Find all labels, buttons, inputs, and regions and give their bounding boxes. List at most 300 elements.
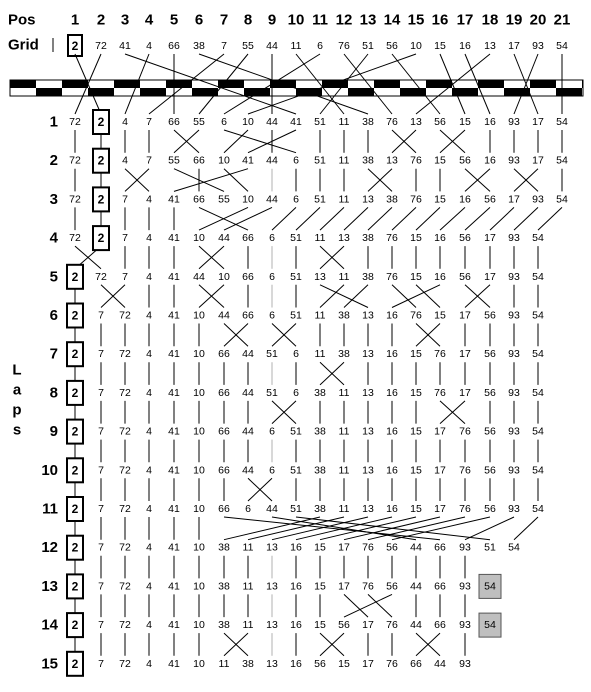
lap-cell: 13 bbox=[362, 348, 374, 361]
lap-cell: 2 bbox=[97, 192, 105, 207]
lap-cell: 41 bbox=[290, 116, 302, 128]
lap-cell: 72 bbox=[69, 232, 81, 245]
lap-cell: 76 bbox=[386, 657, 398, 670]
lap-cell: 56 bbox=[459, 232, 471, 245]
lap-cell: 72 bbox=[119, 503, 131, 515]
lap-cell: 44 bbox=[218, 232, 230, 245]
driver-link bbox=[320, 285, 344, 308]
lap-cell: 10 bbox=[218, 154, 230, 167]
lap-cell: 4 bbox=[122, 154, 128, 167]
lap-cell: 6 bbox=[269, 425, 275, 438]
grid-cell: 17 bbox=[508, 40, 520, 52]
lap-cell: 51 bbox=[314, 116, 326, 128]
lap-cell: 17 bbox=[484, 232, 496, 245]
pos-number: 17 bbox=[456, 11, 474, 29]
lap-cell: 66 bbox=[434, 541, 446, 554]
lap-cell: 10 bbox=[193, 657, 205, 670]
grid-cell: 4 bbox=[146, 40, 152, 52]
lap-cell: 56 bbox=[484, 386, 496, 399]
lap-cell: 66 bbox=[434, 580, 446, 593]
lap-cell: 13 bbox=[266, 657, 278, 670]
lap-cell: 72 bbox=[95, 270, 107, 283]
pos-number: 2 bbox=[96, 11, 106, 29]
lap-cell: 7 bbox=[98, 657, 104, 670]
lap-cell: 76 bbox=[410, 154, 422, 167]
lap-cell: 38 bbox=[362, 116, 374, 128]
grid-cell: 51 bbox=[362, 40, 374, 52]
lap-cell: 93 bbox=[508, 386, 520, 399]
lap-cell: 66 bbox=[218, 425, 230, 438]
lap-cell: 15 bbox=[434, 154, 446, 167]
lap-cell: 76 bbox=[434, 348, 446, 361]
driver-link bbox=[174, 169, 248, 192]
lap-cell: 2 bbox=[71, 618, 79, 633]
lap-cell: 51 bbox=[266, 348, 278, 361]
lap-cell: 41 bbox=[168, 309, 180, 322]
grid-cell: 16 bbox=[459, 40, 471, 52]
lap-cell: 15 bbox=[410, 270, 422, 283]
lap-cell: 7 bbox=[146, 116, 152, 128]
lap-cell: 72 bbox=[119, 580, 131, 593]
grid-cell: 66 bbox=[168, 40, 180, 52]
lap-cell: 7 bbox=[98, 541, 104, 554]
lap-cell: 4 bbox=[146, 580, 152, 593]
stripe-square bbox=[36, 88, 62, 96]
driver-link bbox=[392, 285, 416, 308]
lap-cell: 13 bbox=[362, 503, 374, 515]
lap-cell: 16 bbox=[290, 657, 302, 670]
lap-cell: 15 bbox=[434, 193, 446, 206]
lap-cell: 7 bbox=[98, 386, 104, 399]
lap-cell: 51 bbox=[290, 464, 302, 477]
lap-cell: 72 bbox=[119, 425, 131, 438]
driver-link bbox=[224, 207, 272, 230]
lap-cell: 2 bbox=[71, 656, 79, 671]
lap-cell: 93 bbox=[459, 619, 471, 632]
lap-cell: 6 bbox=[269, 464, 275, 477]
lap-cell: 7 bbox=[98, 309, 104, 322]
lap-cell: 11 bbox=[338, 154, 350, 167]
lap-cell: 17 bbox=[532, 116, 544, 128]
stripe-square bbox=[530, 80, 556, 88]
lap-cell: 11 bbox=[338, 116, 350, 128]
lap-number: 6 bbox=[49, 307, 58, 324]
driver-link bbox=[368, 207, 392, 230]
grid-cell: 76 bbox=[338, 40, 350, 52]
driver-link bbox=[320, 207, 344, 230]
lap-cell: 7 bbox=[98, 580, 104, 593]
lap-cell: 16 bbox=[434, 232, 446, 245]
lap-cell: 41 bbox=[168, 270, 180, 283]
lap-cell: 93 bbox=[508, 503, 520, 515]
lap-cell: 16 bbox=[290, 580, 302, 593]
lap-cell: 2 bbox=[71, 463, 79, 478]
lap-cell: 72 bbox=[119, 386, 131, 399]
lap-cell: 38 bbox=[314, 425, 326, 438]
lap-cell: 44 bbox=[266, 193, 278, 206]
lap-cell: 4 bbox=[146, 541, 152, 554]
lap-cell: 4 bbox=[146, 503, 152, 515]
lap-cell: 93 bbox=[508, 425, 520, 438]
lap-cell: 6 bbox=[269, 232, 275, 245]
lap-cell: 51 bbox=[314, 154, 326, 167]
lap-cell: 56 bbox=[459, 154, 471, 167]
stripe-square bbox=[374, 80, 400, 88]
lap-number: 9 bbox=[49, 423, 58, 441]
lap-cell: 55 bbox=[193, 116, 205, 128]
grid-cell: 44 bbox=[266, 40, 278, 52]
lap-cell: 66 bbox=[434, 619, 446, 632]
laps-axis-letter: s bbox=[12, 421, 22, 439]
lap-cell: 41 bbox=[168, 232, 180, 245]
lap-cell: 13 bbox=[266, 580, 278, 593]
stripe-square bbox=[348, 88, 374, 96]
lap-cell: 44 bbox=[193, 270, 205, 283]
lap-cell: 76 bbox=[410, 309, 422, 322]
lap-cell: 56 bbox=[484, 193, 496, 206]
lap-cell: 54 bbox=[532, 425, 544, 438]
pos-number: 7 bbox=[219, 11, 229, 29]
driver-link bbox=[320, 285, 368, 308]
grid-cell: 2 bbox=[71, 39, 79, 53]
retired-cell: 54 bbox=[484, 619, 496, 632]
checkered-stripe bbox=[10, 80, 583, 96]
lap-cell: 54 bbox=[556, 154, 568, 167]
stripe-square bbox=[218, 80, 244, 88]
lap-cell: 56 bbox=[434, 116, 446, 128]
pos-number: 5 bbox=[169, 11, 179, 29]
lap-number: 5 bbox=[49, 268, 58, 286]
lap-cell: 54 bbox=[532, 309, 544, 322]
pos-number: 8 bbox=[243, 11, 253, 29]
lap-cell: 51 bbox=[290, 503, 302, 515]
lap-cell: 17 bbox=[484, 270, 496, 283]
lap-cell: 56 bbox=[459, 270, 471, 283]
driver-link bbox=[344, 285, 368, 308]
grid-cell: 10 bbox=[410, 40, 422, 52]
lap-cell: 66 bbox=[218, 386, 230, 399]
driver-link bbox=[440, 207, 465, 230]
grid-cell: 6 bbox=[317, 40, 323, 52]
lap-cell: 2 bbox=[71, 385, 79, 400]
lap-cell: 6 bbox=[221, 116, 227, 128]
lap-cell: 54 bbox=[532, 464, 544, 477]
lap-cell: 54 bbox=[532, 386, 544, 399]
lap-cell: 4 bbox=[146, 309, 152, 322]
lap-number: 3 bbox=[49, 190, 58, 208]
driver-link bbox=[392, 517, 490, 540]
lap-cell: 2 bbox=[71, 347, 79, 362]
lap-cell: 76 bbox=[386, 116, 398, 128]
lap-cell: 2 bbox=[97, 115, 105, 129]
stripe-square bbox=[10, 80, 36, 88]
driver-link bbox=[344, 594, 368, 617]
driver-link bbox=[465, 207, 490, 230]
lap-cell: 6 bbox=[293, 348, 299, 361]
lap-cell: 13 bbox=[338, 232, 350, 245]
laps-axis-letter: p bbox=[12, 401, 22, 419]
stripe-square bbox=[244, 88, 270, 96]
lap-cell: 44 bbox=[410, 580, 422, 593]
lap-cell: 41 bbox=[168, 425, 180, 438]
lap-cell: 93 bbox=[508, 270, 520, 283]
lap-cell: 66 bbox=[242, 232, 254, 245]
lap-cell: 2 bbox=[97, 153, 105, 168]
lap-cell: 51 bbox=[484, 541, 496, 554]
pos-number: 9 bbox=[267, 11, 277, 29]
lap-cell: 6 bbox=[269, 309, 275, 322]
lap-cell: 93 bbox=[508, 232, 520, 245]
stripe-square bbox=[166, 80, 192, 88]
lap-cell: 41 bbox=[168, 193, 180, 206]
lap-cell: 16 bbox=[386, 348, 398, 361]
lap-cell: 66 bbox=[410, 657, 422, 670]
driver-link bbox=[296, 207, 320, 230]
driver-link bbox=[368, 594, 392, 617]
driver-link bbox=[368, 517, 465, 540]
lap-cell: 38 bbox=[314, 503, 326, 515]
lap-cell: 76 bbox=[459, 425, 471, 438]
lap-cell: 41 bbox=[168, 541, 180, 554]
lap-cell: 56 bbox=[386, 580, 398, 593]
lap-cell: 17 bbox=[459, 309, 471, 322]
lap-cell: 10 bbox=[193, 309, 205, 322]
lap-cell: 7 bbox=[98, 348, 104, 361]
lap-cell: 38 bbox=[314, 464, 326, 477]
grid-cell: 41 bbox=[119, 40, 131, 52]
lap-cell: 16 bbox=[290, 619, 302, 632]
lap-cell: 38 bbox=[218, 619, 230, 632]
lap-cell: 11 bbox=[242, 619, 254, 632]
lap-cell: 16 bbox=[386, 503, 398, 515]
lap-cell: 15 bbox=[410, 425, 422, 438]
pos-number: 1 bbox=[70, 11, 80, 29]
lap-cell: 54 bbox=[556, 116, 568, 128]
lap-cell: 44 bbox=[410, 541, 422, 554]
lap-cell: 44 bbox=[266, 116, 278, 128]
lap-cell: 7 bbox=[98, 619, 104, 632]
lap-cell: 72 bbox=[119, 541, 131, 554]
lap-cell: 17 bbox=[362, 657, 374, 670]
lap-cell: 7 bbox=[98, 503, 104, 515]
driver-link bbox=[344, 594, 392, 617]
lap-cell: 51 bbox=[290, 309, 302, 322]
grid-cell: 11 bbox=[290, 40, 302, 52]
lap-cell: 10 bbox=[193, 541, 205, 554]
lap-cell: 44 bbox=[218, 309, 230, 322]
grid-cell: 72 bbox=[95, 40, 107, 52]
lap-cell: 13 bbox=[314, 270, 326, 283]
lap-cell: 11 bbox=[242, 541, 254, 554]
lap-cell: 17 bbox=[434, 464, 446, 477]
driver-link bbox=[272, 207, 296, 230]
stripe-square bbox=[62, 80, 88, 88]
driver-link bbox=[514, 207, 538, 230]
lap-cell: 72 bbox=[69, 116, 81, 128]
lap-cell: 17 bbox=[459, 386, 471, 399]
lap-cell: 93 bbox=[459, 541, 471, 554]
lap-cell: 4 bbox=[146, 464, 152, 477]
lap-cell: 17 bbox=[338, 580, 350, 593]
lap-cell: 66 bbox=[168, 116, 180, 128]
pos-number: 11 bbox=[312, 11, 328, 29]
lap-cell: 38 bbox=[362, 270, 374, 283]
lap-cell: 16 bbox=[386, 309, 398, 322]
lap-cell: 16 bbox=[459, 193, 471, 206]
lap-cell: 66 bbox=[193, 154, 205, 167]
lap-number: 8 bbox=[49, 384, 58, 402]
lap-cell: 16 bbox=[386, 425, 398, 438]
lap-number: 13 bbox=[41, 577, 58, 595]
lap-cell: 72 bbox=[119, 348, 131, 361]
lap-cell: 72 bbox=[119, 657, 131, 670]
lap-cell: 93 bbox=[459, 580, 471, 593]
lap-cell: 11 bbox=[314, 232, 326, 245]
lap-cell: 10 bbox=[193, 580, 205, 593]
lap-cell: 44 bbox=[242, 425, 254, 438]
lap-cell: 41 bbox=[242, 154, 254, 167]
lap-cell: 41 bbox=[168, 657, 180, 670]
lap-cell: 72 bbox=[119, 309, 131, 322]
lap-cell: 44 bbox=[266, 154, 278, 167]
stripe-square bbox=[478, 80, 504, 88]
lap-cell: 4 bbox=[122, 116, 128, 128]
stripe-square bbox=[582, 80, 583, 88]
lap-cell: 13 bbox=[362, 309, 374, 322]
lap-cell: 93 bbox=[508, 309, 520, 322]
lap-cell: 10 bbox=[193, 464, 205, 477]
stripe-square bbox=[504, 88, 530, 96]
lap-cell: 11 bbox=[218, 657, 230, 670]
lap-cell: 76 bbox=[386, 270, 398, 283]
lap-cell: 6 bbox=[269, 270, 275, 283]
lap-cell: 76 bbox=[386, 619, 398, 632]
lap-number: 11 bbox=[42, 500, 58, 518]
driver-link bbox=[514, 517, 538, 540]
lap-cell: 7 bbox=[122, 232, 128, 245]
lap-cell: 76 bbox=[459, 503, 471, 515]
lap-cell: 17 bbox=[459, 348, 471, 361]
lap-cell: 7 bbox=[98, 425, 104, 438]
lap-cell: 11 bbox=[338, 464, 350, 477]
lap-cell: 13 bbox=[362, 193, 374, 206]
lap-cell: 4 bbox=[146, 657, 152, 670]
lap-cell: 2 bbox=[71, 269, 79, 284]
lap-cell: 38 bbox=[218, 580, 230, 593]
pos-number: 16 bbox=[431, 11, 449, 29]
lap-cell: 76 bbox=[386, 232, 398, 245]
grid-cell: 15 bbox=[434, 40, 446, 52]
lap-cell: 17 bbox=[532, 154, 544, 167]
grid-cell: 93 bbox=[532, 40, 544, 52]
lap-number: 12 bbox=[41, 539, 58, 557]
lap-cell: 44 bbox=[242, 348, 254, 361]
pos-number: 13 bbox=[359, 11, 377, 29]
lap-cell: 4 bbox=[146, 232, 152, 245]
lap-cell: 15 bbox=[410, 503, 422, 515]
lap-cell: 54 bbox=[556, 193, 568, 206]
lap-cell: 15 bbox=[410, 348, 422, 361]
lap-cell: 76 bbox=[410, 193, 422, 206]
pos-number: 4 bbox=[144, 11, 154, 29]
lap-cell: 56 bbox=[484, 464, 496, 477]
lap-cell: 17 bbox=[508, 193, 520, 206]
lap-cell: 10 bbox=[193, 232, 205, 245]
lap-cell: 76 bbox=[459, 464, 471, 477]
lap-cell: 41 bbox=[168, 386, 180, 399]
lap-cell: 51 bbox=[290, 232, 302, 245]
lap-cell: 72 bbox=[119, 464, 131, 477]
lap-number: 4 bbox=[49, 229, 58, 247]
lap-cell: 10 bbox=[193, 425, 205, 438]
lap-cell: 44 bbox=[242, 464, 254, 477]
lap-cell: 41 bbox=[168, 348, 180, 361]
lap-cell: 11 bbox=[338, 270, 350, 283]
lap-cell: 66 bbox=[218, 348, 230, 361]
lap-cell: 56 bbox=[484, 425, 496, 438]
lap-number: 14 bbox=[41, 616, 58, 634]
lap-cell: 16 bbox=[484, 116, 496, 128]
lap-cell: 2 bbox=[71, 579, 79, 594]
stripe-square bbox=[556, 88, 582, 96]
lap-cell: 93 bbox=[508, 348, 520, 361]
lap-cell: 17 bbox=[434, 425, 446, 438]
lap-cell: 7 bbox=[122, 193, 128, 206]
lap-cell: 38 bbox=[314, 386, 326, 399]
driver-link bbox=[344, 207, 368, 230]
lap-cell: 66 bbox=[218, 503, 230, 515]
lap-cell: 13 bbox=[362, 464, 374, 477]
pos-label: Pos bbox=[8, 11, 36, 29]
pos-number: 21 bbox=[553, 11, 571, 29]
lap-cell: 93 bbox=[508, 116, 520, 128]
lap-cell: 44 bbox=[434, 657, 446, 670]
lap-cell: 4 bbox=[146, 348, 152, 361]
driver-link bbox=[416, 207, 440, 230]
lap-cell: 93 bbox=[532, 193, 544, 206]
lap-cell: 11 bbox=[314, 309, 326, 322]
pos-number: 19 bbox=[505, 11, 523, 29]
lap-cell: 56 bbox=[484, 309, 496, 322]
lap-cell: 72 bbox=[69, 154, 81, 167]
lap-cell: 54 bbox=[532, 348, 544, 361]
lap-cell: 54 bbox=[532, 232, 544, 245]
lap-cell: 55 bbox=[218, 193, 230, 206]
lap-cell: 54 bbox=[508, 541, 520, 554]
lap-cell: 38 bbox=[218, 541, 230, 554]
lap-cell: 13 bbox=[362, 386, 374, 399]
lap-cell: 13 bbox=[266, 619, 278, 632]
grid-cell: 13 bbox=[484, 40, 496, 52]
lap-number: 7 bbox=[49, 345, 58, 363]
lap-cell: 13 bbox=[410, 116, 422, 128]
pos-number: 6 bbox=[194, 11, 204, 29]
driver-link bbox=[224, 130, 296, 153]
lap-cell: 38 bbox=[386, 193, 398, 206]
lap-cell: 11 bbox=[314, 348, 326, 361]
grid-cell: 54 bbox=[556, 40, 568, 52]
laps-axis-letter: L bbox=[12, 361, 22, 379]
lap-cell: 56 bbox=[338, 619, 350, 632]
lap-cell: 44 bbox=[242, 386, 254, 399]
pos-number: 10 bbox=[287, 11, 305, 29]
lap-cell: 13 bbox=[386, 154, 398, 167]
lap-cell: 72 bbox=[119, 619, 131, 632]
lap-cell: 16 bbox=[434, 270, 446, 283]
lap-cell: 15 bbox=[434, 309, 446, 322]
lap-cell: 16 bbox=[290, 541, 302, 554]
lap-cell: 93 bbox=[508, 154, 520, 167]
